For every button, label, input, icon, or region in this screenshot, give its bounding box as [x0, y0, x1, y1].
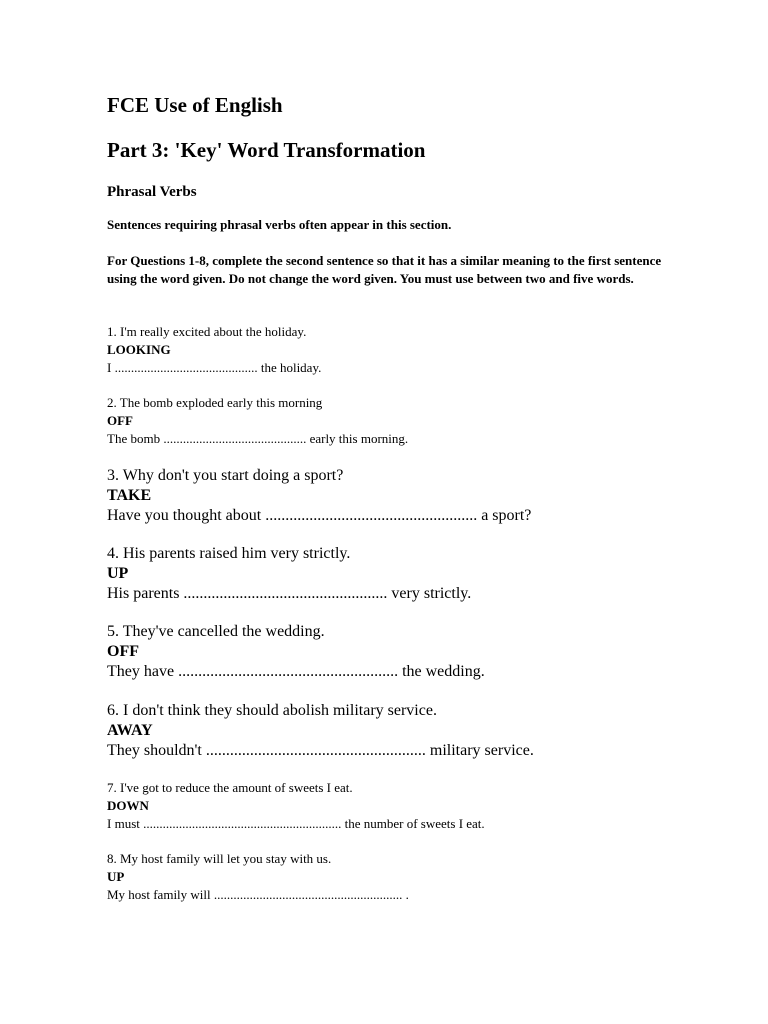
document-subtitle: Part 3: 'Key' Word Transformation: [107, 138, 426, 162]
question-prompt: 1. I'm really excited about the holiday.: [107, 324, 307, 339]
document-title: FCE Use of English: [107, 93, 283, 117]
question-keyword: TAKE: [107, 487, 152, 504]
question-keyword: UP: [107, 565, 129, 582]
question-prompt: 6. I don't think they should abolish military service.: [107, 702, 437, 719]
question-answer-line: His parents ................................................... very strictly.: [107, 585, 472, 602]
question-7: [107, 779, 485, 833]
question-answer-line: Have you thought about ..................................................... a sport?: [107, 507, 532, 524]
question-4: [107, 544, 471, 604]
question-5: [107, 622, 485, 682]
question-answer-line: I ............................................ the holiday.: [107, 360, 322, 375]
question-2: [107, 394, 408, 448]
question-8: [107, 850, 409, 904]
question-keyword: OFF: [107, 413, 133, 428]
section-heading: Phrasal Verbs: [107, 184, 197, 200]
question-3: [107, 466, 531, 526]
question-1: [107, 323, 321, 377]
question-answer-line: They have ....................................................... the wedding.: [107, 663, 485, 680]
question-answer-line: I must ............................................................. the number of sweets I eat.: [107, 816, 485, 831]
question-prompt: 3. Why don't you start doing a sport?: [107, 467, 344, 484]
instructions-text: For Questions 1-8, complete the second sentence so that it has a similar meaning to the first sentence using the word given. Do not change the word given. You must use between two and five words.: [107, 253, 662, 286]
question-answer-line: They shouldn't ....................................................... military service.: [107, 742, 534, 759]
question-prompt: 8. My host family will let you stay with us.: [107, 851, 332, 866]
question-keyword: LOOKING: [107, 342, 171, 357]
question-keyword: DOWN: [107, 798, 149, 813]
question-prompt: 7. I've got to reduce the amount of sweets I eat.: [107, 780, 353, 795]
intro-text: Sentences requiring phrasal verbs often appear in this section.: [107, 217, 452, 232]
question-prompt: 2. The bomb exploded early this morning: [107, 395, 323, 410]
question-keyword: OFF: [107, 643, 139, 660]
question-answer-line: My host family will .......................................................... .: [107, 887, 409, 902]
question-prompt: 4. His parents raised him very strictly.: [107, 545, 351, 562]
question-prompt: 5. They've cancelled the wedding.: [107, 623, 325, 640]
question-6: [107, 701, 534, 761]
question-keyword: UP: [107, 869, 125, 884]
question-keyword: AWAY: [107, 722, 153, 739]
question-answer-line: The bomb ............................................ early this morning.: [107, 431, 409, 446]
